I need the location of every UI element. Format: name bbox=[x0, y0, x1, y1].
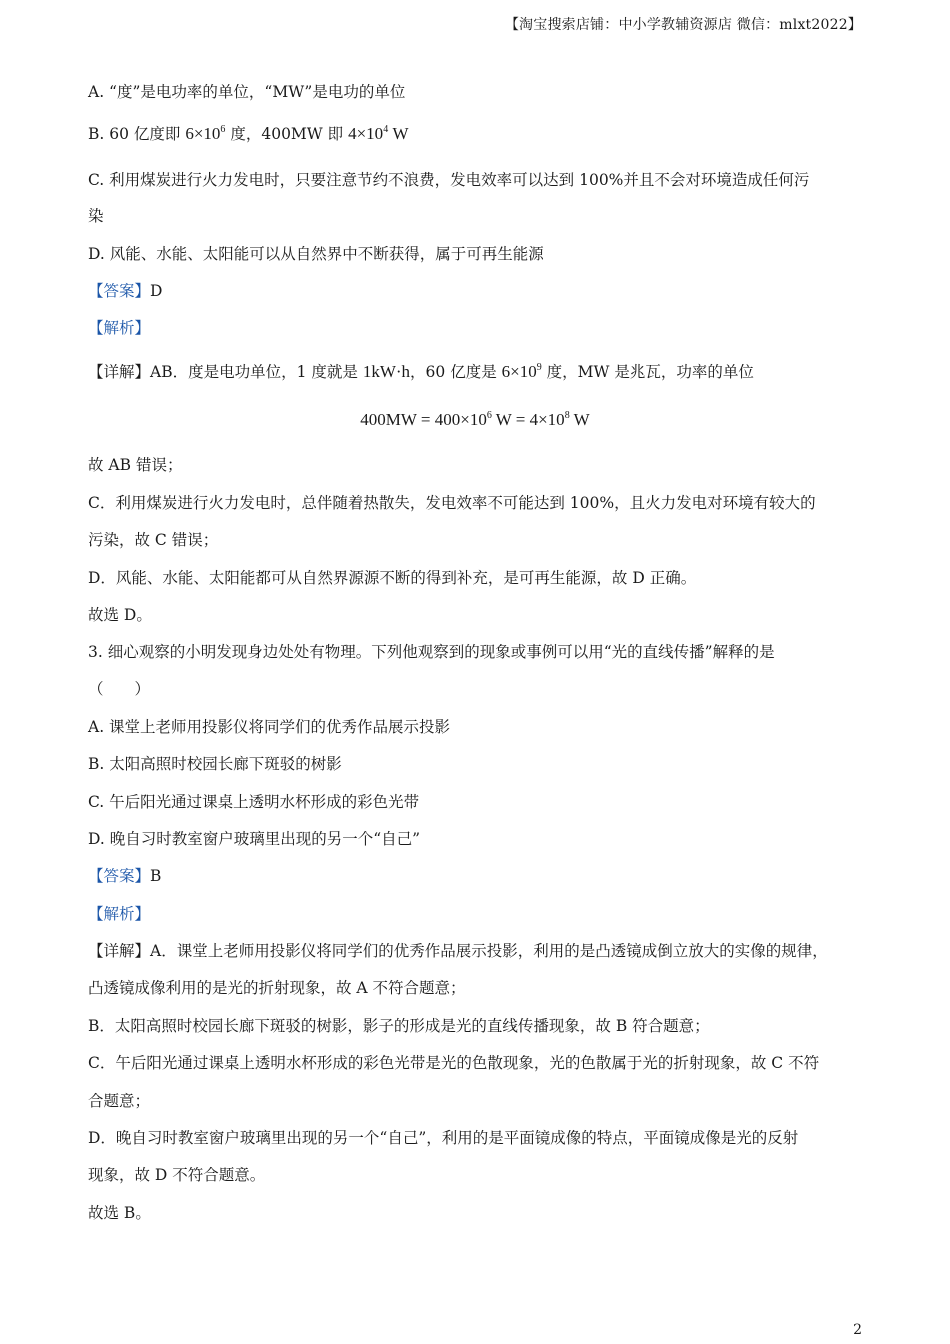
q2-detail-c-line-2: 污染，故 C 错误； bbox=[88, 531, 219, 549]
answer-tag: 【答案】 bbox=[88, 282, 151, 300]
q2-option-c-line-1: C. 利用煤炭进行火力发电时，只要注意节约不浪费，发电效率可以达到 100%并且不会对环境造成任何污 bbox=[88, 171, 810, 189]
q3-analysis-tag: 【解析】 bbox=[88, 905, 151, 923]
page-header: 【淘宝搜索店铺：中小学教辅资源店 微信：mlxt2022】 bbox=[504, 17, 862, 33]
detail-ab-suffix: 度，MW 是兆瓦，功率的单位 bbox=[541, 363, 754, 381]
q3-answer bbox=[88, 866, 161, 886]
q2-detail-d: D．风能、水能、太阳能都可从自然界源源不断的得到补充，是可再生能源，故 D 正确。 bbox=[88, 569, 697, 587]
math-base: 6×10 bbox=[185, 124, 221, 143]
q2-option-b-math-1 bbox=[185, 124, 225, 143]
math-exponent: 4 bbox=[383, 124, 389, 135]
q2-option-c-line-2: 染 bbox=[88, 207, 104, 225]
answer-value: B bbox=[150, 867, 162, 885]
q3-detail-c-line-2: 合题意； bbox=[88, 1092, 151, 1110]
q2-ab-conclusion: 故 AB 错误； bbox=[88, 456, 183, 474]
q2-choose: 故选 D。 bbox=[88, 606, 152, 624]
detail-ab-unit: 1kW·h bbox=[362, 362, 411, 381]
detail-tag: 【详解】 bbox=[88, 942, 151, 960]
q3-stem-line-2: （ ） bbox=[88, 680, 151, 698]
answer-tag: 【答案】 bbox=[88, 867, 151, 885]
equation-part-b: W = 4×10 bbox=[491, 410, 565, 429]
math-base: 4×10 bbox=[348, 124, 384, 143]
q2-detail-c-line-1: C．利用煤炭进行火力发电时，总伴随着热散失，发电效率不可能达到 100%，且火力发电对环境有较大的 bbox=[88, 494, 816, 512]
math-exponent: 6 bbox=[220, 124, 226, 135]
q3-detail-c-line-1: C．午后阳光通过课桌上透明水杯形成的彩色光带是光的色散现象，光的色散属于光的折射现象，故 C 不符 bbox=[88, 1054, 820, 1072]
q2-option-a: A. “度”是电功率的单位，“MW”是电功的单位 bbox=[88, 83, 406, 101]
q3-detail-a-line-1 bbox=[88, 941, 828, 961]
detail-ab-math bbox=[502, 362, 542, 381]
q3-option-c: C. 午后阳光通过课桌上透明水杯形成的彩色光带 bbox=[88, 793, 420, 811]
detail-tag: 【详解】 bbox=[88, 363, 151, 381]
detail-ab-prefix: AB．度是电功单位，1 度就是 bbox=[150, 363, 363, 381]
equation-exponent-b: 8 bbox=[564, 410, 570, 421]
q2-equation bbox=[0, 410, 950, 430]
q3-option-b: B. 太阳高照时校园长廊下斑驳的树影 bbox=[88, 755, 342, 773]
q2-answer bbox=[88, 281, 162, 301]
q2-option-b-prefix: B. 60 亿度即 bbox=[88, 125, 186, 143]
equation-exponent-a: 6 bbox=[486, 410, 492, 421]
q2-option-b bbox=[88, 124, 408, 144]
q2-analysis-tag: 【解析】 bbox=[88, 319, 151, 337]
q3-detail-d-line-1: D．晚自习时教室窗户玻璃里出现的另一个“自己”，利用的是平面镜成像的特点，平面镜成像是光的反射 bbox=[88, 1129, 799, 1147]
answer-value: D bbox=[150, 282, 163, 300]
q3-option-d: D. 晚自习时教室窗户玻璃里出现的另一个“自己” bbox=[88, 830, 421, 848]
detail-a-text: A．课堂上老师用投影仪将同学们的优秀作品展示投影，利用的是凸透镜成倒立放大的实像的规律， bbox=[150, 942, 828, 960]
q3-detail-a-line-2: 凸透镜成像利用的是光的折射现象，故 A 不符合题意； bbox=[88, 979, 466, 997]
q2-option-b-math-2 bbox=[348, 124, 408, 143]
q3-stem-line-1: 3. 细心观察的小明发现身边处处有物理。下列他观察到的现象或事例可以用“光的直线传播”解释的是 bbox=[88, 643, 775, 661]
q2-option-b-middle: 度，400MW 即 bbox=[225, 125, 349, 143]
q3-detail-d-line-2: 现象，故 D 不符合题意。 bbox=[88, 1166, 266, 1184]
q2-option-d: D. 风能、水能、太阳能可以从自然界中不断获得，属于可再生能源 bbox=[88, 245, 544, 263]
equation-part-a: 400MW = 400×10 bbox=[360, 410, 487, 429]
q3-option-a: A. 课堂上老师用投影仪将同学们的优秀作品展示投影 bbox=[88, 718, 451, 736]
math-exponent: 9 bbox=[536, 362, 542, 373]
math-base: 6×10 bbox=[501, 362, 537, 381]
math-unit: W bbox=[388, 124, 409, 143]
detail-ab-middle: ，60 亿度是 bbox=[410, 363, 502, 381]
q2-detail-ab bbox=[88, 362, 754, 382]
page-number: 2 bbox=[853, 1322, 862, 1338]
q3-choose: 故选 B。 bbox=[88, 1204, 151, 1222]
equation-part-c: W bbox=[569, 410, 590, 429]
q3-detail-b: B．太阳高照时校园长廊下斑驳的树影，影子的形成是光的直线传播现象，故 B 符合题意； bbox=[88, 1017, 710, 1035]
